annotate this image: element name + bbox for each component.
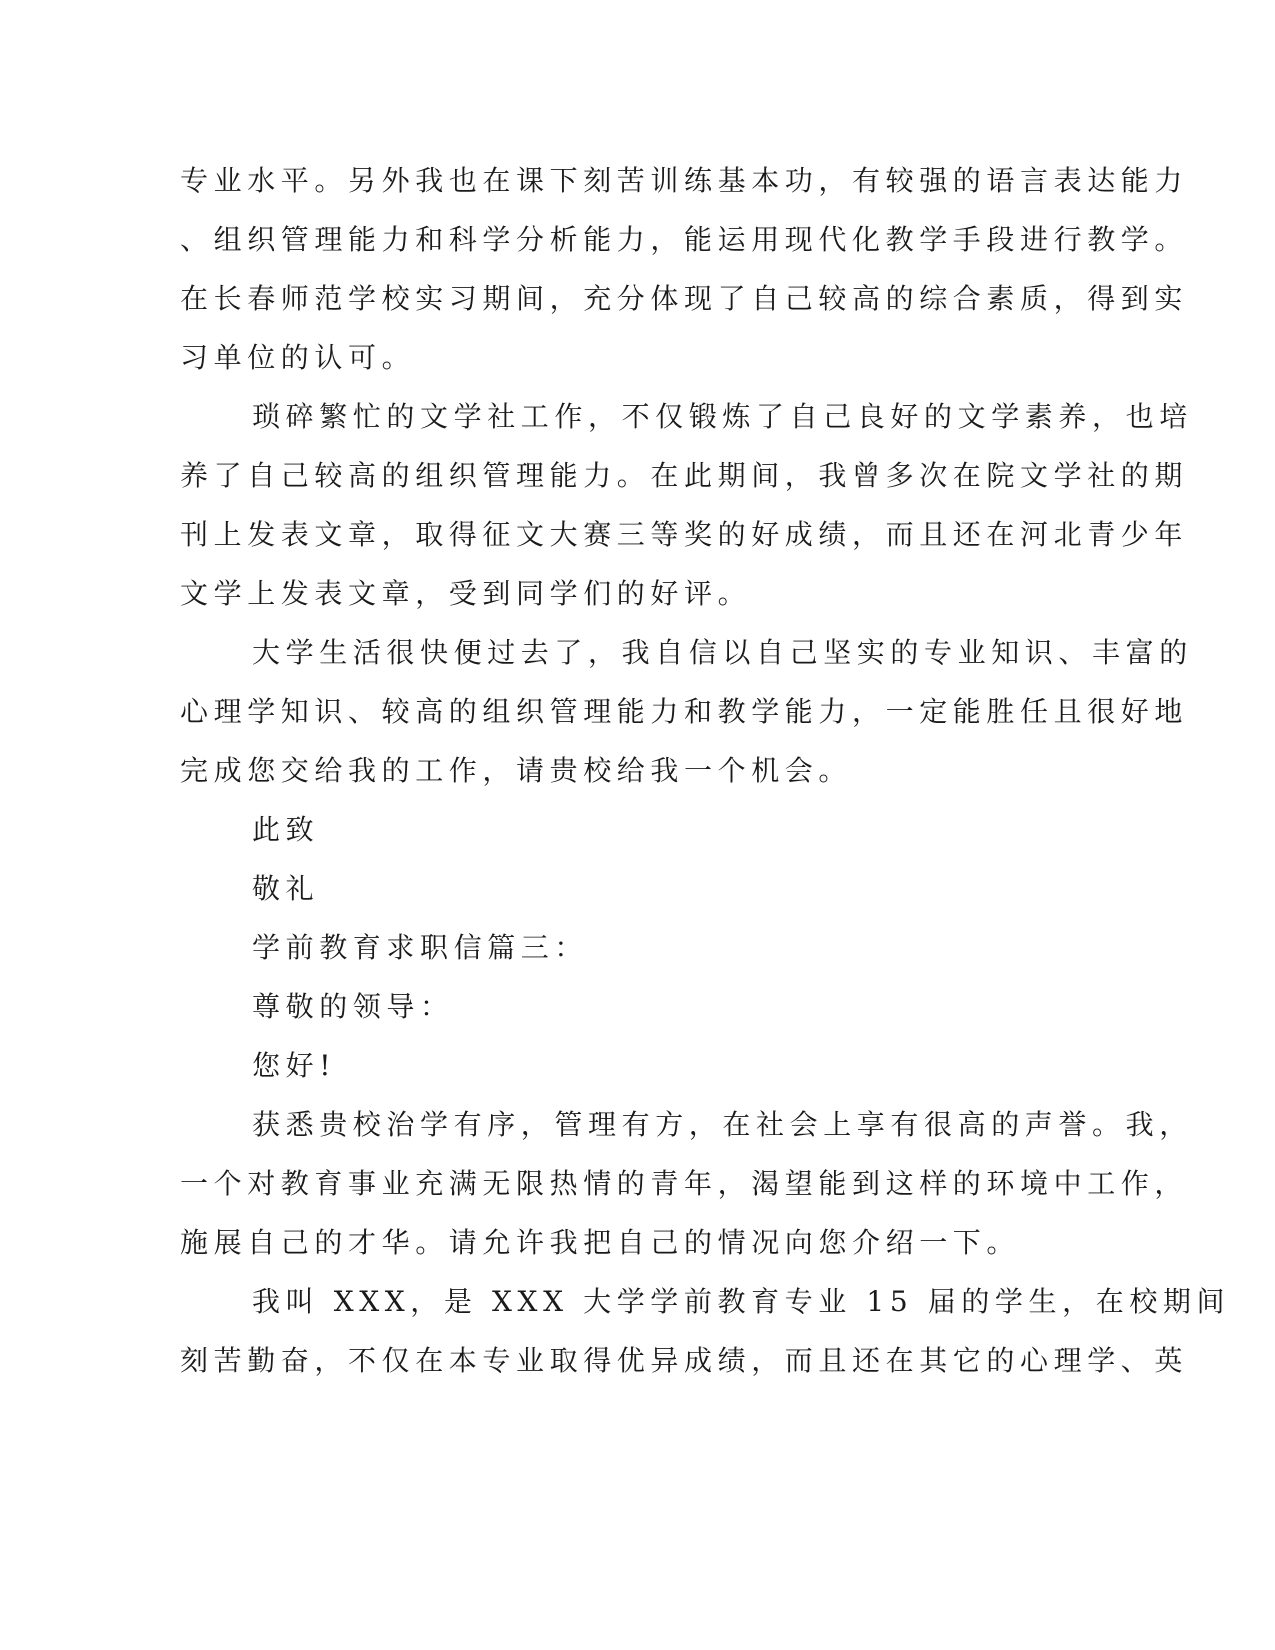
salutation-line [0, 987, 1275, 1027]
text-line-content: 我叫 XXX，是 XXX 大学学前教育专业 15 届的学生，在校期间 [252, 1285, 1231, 1318]
text-line-content: 琐碎繁忙的文学社工作，不仅锻炼了自己良好的文学素养，也培 [252, 400, 1193, 433]
text-line [0, 751, 1275, 791]
section-heading [0, 928, 1275, 968]
text-line-content: 、组织管理能力和科学分析能力，能运用现代化教学手段进行教学。 [180, 223, 1189, 256]
text-line-content: 文学上发表文章，受到同学们的好评。 [180, 577, 752, 610]
text-line-content: 在长春师范学校实习期间，充分体现了自己较高的综合素质，得到实 [180, 282, 1189, 315]
text-line-content: 学前教育求职信篇三： [252, 931, 589, 964]
closing-line [0, 869, 1275, 909]
text-line [0, 633, 1275, 673]
text-line [0, 161, 1275, 201]
text-line-content: 习单位的认可。 [180, 341, 416, 374]
greeting-line [0, 1046, 1275, 1086]
text-line [0, 1105, 1275, 1145]
text-line [0, 1282, 1275, 1322]
text-line-content: 完成您交给我的工作，请贵校给我一个机会。 [180, 754, 853, 787]
text-line-content: 专业水平。另外我也在课下刻苦训练基本功，有较强的语言表达能力 [180, 164, 1189, 197]
text-line [0, 515, 1275, 555]
text-line-content: 养了自己较高的组织管理能力。在此期间，我曾多次在院文学社的期 [180, 459, 1189, 492]
text-line [0, 279, 1275, 319]
text-line-content: 您好! [252, 1049, 337, 1082]
text-line-content: 施展自己的才华。请允许我把自己的情况向您介绍一下。 [180, 1226, 1021, 1259]
text-line [0, 338, 1275, 378]
text-line [0, 1341, 1275, 1381]
text-line [0, 397, 1275, 437]
text-line [0, 1223, 1275, 1263]
text-line-content: 心理学知识、较高的组织管理能力和教学能力，一定能胜任且很好地 [180, 695, 1189, 728]
text-line-content: 刻苦勤奋，不仅在本专业取得优异成绩，而且还在其它的心理学、英 [180, 1344, 1189, 1377]
text-line-content: 一个对教育事业充满无限热情的青年，渴望能到这样的环境中工作， [180, 1167, 1189, 1200]
text-line-content: 尊敬的领导： [252, 990, 454, 1023]
text-line [0, 574, 1275, 614]
text-line [0, 456, 1275, 496]
text-line [0, 692, 1275, 732]
closing-line [0, 810, 1275, 850]
text-line-content: 此致 [252, 813, 320, 846]
text-line-content: 大学生活很快便过去了，我自信以自己坚实的专业知识、丰富的 [252, 636, 1193, 669]
text-line-content: 获悉贵校治学有序，管理有方，在社会上享有很高的声誉。我， [252, 1108, 1193, 1141]
text-line-content: 敬礼 [252, 872, 320, 905]
text-line-content: 刊上发表文章，取得征文大赛三等奖的好成绩，而且还在河北青少年 [180, 518, 1189, 551]
text-line [0, 220, 1275, 260]
text-line [0, 1164, 1275, 1204]
